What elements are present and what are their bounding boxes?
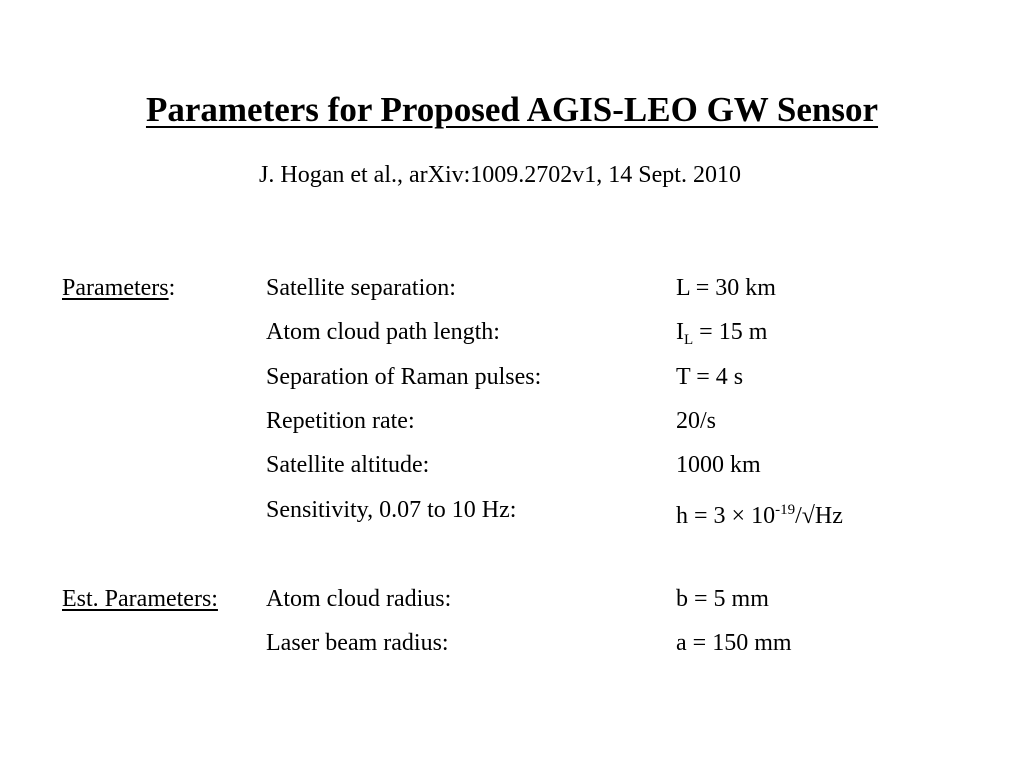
parameter-row-satellite-altitude <box>0 447 1024 483</box>
value-superscript: -19 <box>775 502 796 518</box>
parameter-value: b = 5 mm <box>676 586 769 612</box>
parameter-row-raman-pulse-separation <box>0 359 1024 395</box>
parameter-label: Laser beam radius: <box>266 630 449 656</box>
slide-title <box>0 90 1024 130</box>
value-main: I <box>676 319 684 345</box>
value-subscript: L <box>684 332 694 348</box>
parameter-label: Atom cloud radius: <box>266 586 452 612</box>
parameter-label: Atom cloud path length: <box>266 319 500 345</box>
parameter-value: 1000 km <box>676 452 761 478</box>
est-parameters-heading <box>62 581 218 617</box>
parameter-label: Satellite altitude: <box>266 452 430 478</box>
parameters-heading <box>62 270 175 306</box>
parameter-value: L = 30 km <box>676 275 776 301</box>
parameter-label: Separation of Raman pulses: <box>266 364 542 390</box>
value-rest: /√Hz <box>795 503 843 529</box>
parameter-row-sensitivity <box>0 492 1024 528</box>
parameter-value <box>676 492 843 534</box>
parameter-row-repetition-rate <box>0 403 1024 439</box>
est-parameter-row-atom-cloud-radius <box>0 581 1024 617</box>
parameter-value: a = 150 mm <box>676 630 792 656</box>
parameter-label: Sensitivity, 0.07 to 10 Hz: <box>266 497 517 523</box>
est-parameters-heading-text: Est. Parameters: <box>62 586 218 612</box>
parameter-value: 20/s <box>676 408 717 434</box>
parameters-heading-colon: : <box>168 275 176 301</box>
parameter-row-atom-cloud-path-length <box>0 314 1024 350</box>
parameter-value: T = 4 s <box>676 364 744 390</box>
citation: J. Hogan et al., arXiv:1009.2702v1, 14 Sept. 2010 <box>259 162 741 188</box>
parameters-heading-text: Parameters <box>62 275 169 301</box>
slide-title-text: Parameters for Proposed AGIS-LEO GW Sensor <box>145 90 879 129</box>
value-main: h = 3 × 10 <box>676 503 776 529</box>
value-rest: = 15 m <box>693 319 768 345</box>
parameter-label: Repetition rate: <box>266 408 415 434</box>
parameter-label: Satellite separation: <box>266 275 456 301</box>
parameter-value <box>676 314 767 358</box>
parameter-row-satellite-separation <box>0 270 1024 306</box>
est-parameter-row-laser-beam-radius <box>0 625 1024 661</box>
